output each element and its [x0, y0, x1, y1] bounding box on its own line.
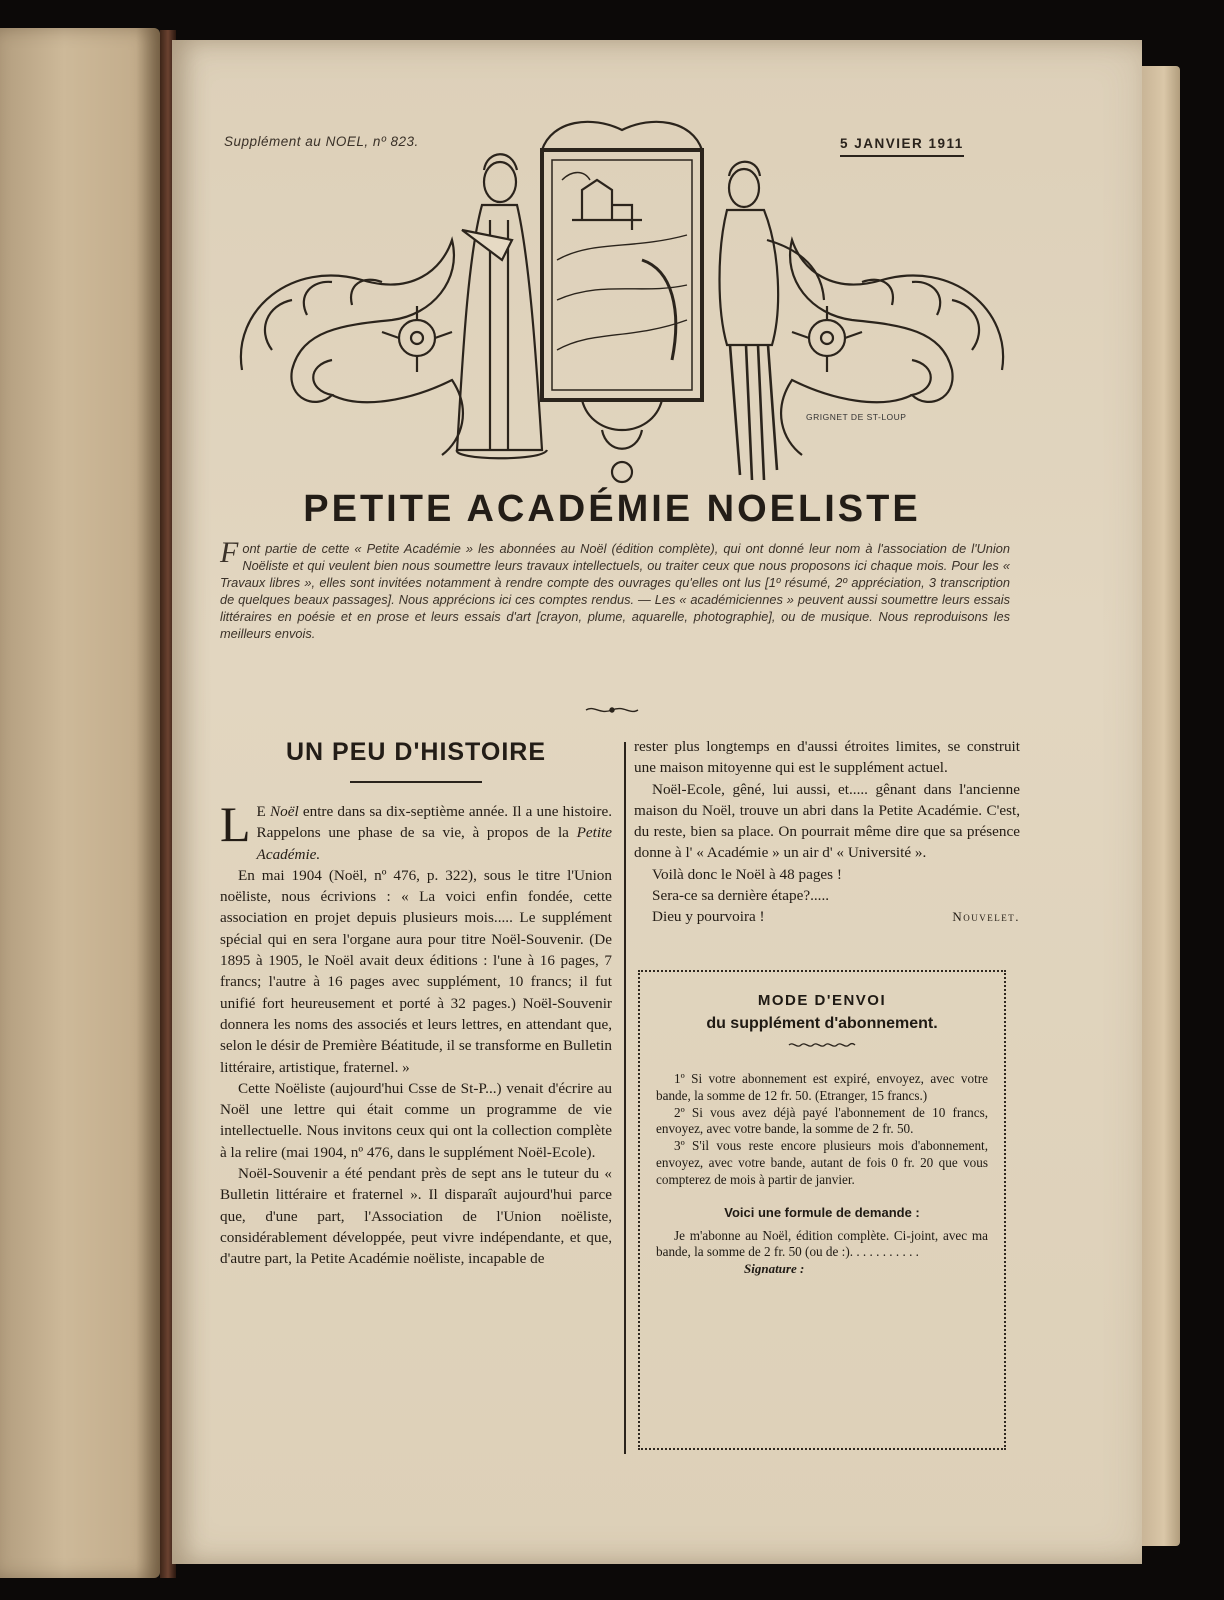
article-paragraph: [220, 796, 612, 865]
article-closing: [634, 906, 1020, 927]
article-paragraph: Noël-Souvenir a été pendant près de sept ans le tuteur du « Bulletin littéraire et fraternel ». Il disparaît aujourd'hui parce que, d'une part, l'Association de l'Union noëliste, considérablement développée, peut vivre indépendante, et que, d'autre part, la Petite Académie noëliste, incapable de: [220, 1165, 612, 1268]
article-title: UN PEU D'HISTOIRE: [285, 738, 547, 766]
page-title: PETITE ACADÉMIE NOELISTE: [303, 488, 921, 530]
subscription-box: [638, 970, 1006, 1450]
illustrator-signature: GRIGNET DE ST-LOUP: [806, 412, 907, 422]
wavy-rule: [787, 1041, 857, 1049]
article-paragraph: rester plus longtemps en d'aussi étroites limites, se construit une maison mitoyenne qui est le supplément actuel.: [634, 738, 1020, 777]
formula-title: Voici une formule de demande :: [724, 1204, 920, 1220]
closing-text: Dieu y pourvoira !: [652, 908, 765, 926]
left-page-edge: [0, 28, 160, 1578]
intro-paragraph: [220, 536, 1010, 642]
ornamental-header-illustration: [212, 110, 1032, 500]
instruction-item: 1º Si votre abonnement est expiré, envoyez, avec votre bande, la somme de 12 fr. 50. (Etranger, 15 francs.): [656, 1071, 988, 1103]
document-page: [172, 40, 1142, 1564]
article-paragraph: Cette Noëliste (aujourd'hui Csse de St-P...) venait d'écrire au Noël une lettre qui était comme un programme de vie intellectuelle. Nous invitons ceux qui ont la collection complète à la relire (mai 1904, nº 476, dans le supplément Noël-Ecole).: [220, 1079, 612, 1161]
author-signature: Nouvelet.: [952, 909, 1020, 925]
instruction-item: 3º S'il vous reste encore plusieurs mois d'abonnement, envoyez, avec votre bande, autant de fois 0 fr. 20 que vous compterez de mois à partir de janvier.: [656, 1138, 988, 1187]
article-left-column: [220, 730, 612, 1270]
instruction-item: 2º Si vous avez déjà payé l'abonnement de 10 francs, envoyez, avec votre bande, la somme de 2 fr. 50.: [656, 1104, 988, 1137]
article-paragraph: En mai 1904 (Noël, nº 476, p. 322), sous le titre l'Union noëliste, nous écrivions : « La voici enfin fondée, cette association en projet depuis plusieurs mois..... Le supplément spécial qui en sera l'organe aura pour titre Noël-Souvenir. (De 1895 à 1905, le Noël avait deux éditions : l'une à 16 pages, 7 francs; l'autre à 16 pages avec supplément, 10 francs; il fut unifié fort heureusement et porté à 32 pages.) Noël-Souvenir donnera les noms des associés et leurs lettres, en attendant que, selon le désir de Première Béatitude, il se transforme en Bulletin littéraire, artistique, fraternel. »: [220, 866, 612, 1076]
drop-cap-continuation: E: [256, 803, 266, 820]
title-rule: [350, 781, 482, 783]
article-paragraph: Voilà donc le Noël à 48 pages !: [652, 865, 842, 883]
paragraph-text: entre dans sa dix-septième année. Il a une histoire. Rappelons une phase de sa vie, à propos de la: [256, 803, 612, 842]
page-stack-edge: [1140, 66, 1180, 1546]
italic-text: Noël: [270, 803, 299, 820]
supplement-note: Supplément au NOEL, nº 823.: [224, 134, 419, 149]
article-drop-cap: L: [220, 796, 251, 852]
intro-drop-cap: F: [220, 536, 239, 569]
formula-text: Je m'abonne au Noël, édition complète. Ci-joint, avec ma bande, la somme de 2 fr. 50 (ou de :). . . . . . . . . . .: [656, 1227, 988, 1260]
intro-text: ont partie de cette « Petite Académie » les abonnées au Noël (édition complète), qui ont donné leur nom à l'association de l'Union Noëliste et qui veulent bien nous soumettre leurs travaux intellectuels, ou traiter ceux que nous proposons ici chaque mois. Pour les « Travaux libres », elles sont invitées notamment à rendre compte des ouvrages qu'elles ont lus [1º résumé, 2º appréciation, 3 transcription de quelques beaux passages]. Nous apprécions ici ces comptes rendus. — Les « académiciennes » peuvent aussi soumettre leurs essais littéraires en poésie et en prose et leurs essais d'art [crayon, plume, aquarelle, photographie], ou de musique. Nous reproduisons les meilleurs envois.: [220, 541, 1010, 641]
italic-text: Petite Académie.: [256, 824, 612, 863]
article-paragraph: Noël-Ecole, gêné, lui aussi, et..... gênant dans l'ancienne maison du Noël, trouve un abri dans la Petite Académie. C'est, du reste, bien sa place. On pourrait même dire que sa présence donne à l' « Académie » un air d' « Université ».: [634, 780, 1020, 862]
signature-line: Signature :: [744, 1261, 805, 1277]
box-heading: MODE D'ENVOI: [757, 992, 887, 1009]
box-subheading: du supplément d'abonnement.: [706, 1015, 938, 1032]
article-right-column: [634, 736, 1020, 928]
article-paragraph: Sera-ce sa dernière étape?.....: [652, 887, 830, 905]
column-divider: [624, 742, 626, 1454]
issue-date: 5 JANVIER 1911: [840, 136, 964, 157]
divider-ornament: [584, 704, 640, 716]
